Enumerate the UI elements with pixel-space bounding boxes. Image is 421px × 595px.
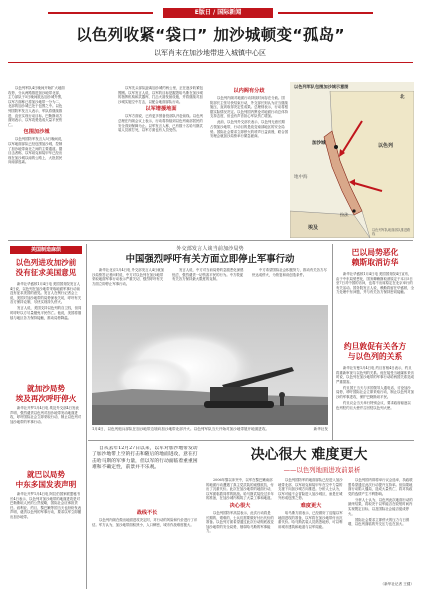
lead-bottom-rule [8, 240, 413, 241]
photo-text-b-p: 发言人说，中方对当前局势的急剧恶化深感忧虑，强烈谴责一切伤害平民的行为。中方敦促有关各方保持最大限度的克制。 [172, 268, 244, 282]
bottom-col-a-p2: 以色列国防军高层表示，此次行动将是长期的、艰难的，士兵们需要做好付出代价的准备。以色列方面希望通过此次行动彻底改变加沙地带的安全局势，削弱哈马斯的军事能力。 [206, 510, 274, 534]
map-rafah-dot [352, 209, 355, 212]
bottom-col-a [206, 478, 274, 588]
map-gaza-city-dot [334, 145, 338, 149]
lead-rule [8, 62, 413, 63]
photo-kicker: 外交部发言人谈当前加沙局势 [176, 246, 244, 252]
right-headline-1: 巴以局势恶化 赖斯取消访华 [351, 248, 399, 267]
left-text-3-p1: 新华社开罗1月4日电 阿拉伯国家联盟秘书长4日表示，以色列对加沙地带的地面进攻是对巴勒斯坦人民的公然侵略，国际社会应承担责任。叙利亚、约旦、黎巴嫩等国当天也纷纷发表声明，谴责以色列的军事行动，要求以军立即撤出加沙地带。 [10, 492, 82, 519]
bottom-headline: 决心很大 难度更大 [250, 447, 368, 463]
photo-text-c-p: 中方希望国际社会积极努力，推动有关各方尽快达成停火，为恢复和谈创造条件。 [252, 268, 327, 277]
left-headline-2: 就加沙局势 埃及再次呼吁停火 [15, 384, 77, 403]
map-label-rafah: 拉法 [340, 212, 349, 217]
right-col-divider [332, 244, 333, 440]
right-text-2-p2: 约旦国王当天与多国领导人通电话，讨论加沙局势，呼吁国际社会立即采取行动，制止以色列对加沙的军事进攻，保护巴勒斯坦平民。 [336, 385, 414, 400]
lead-col2-subhead: 以军增援地面 [145, 106, 177, 113]
bottom-col-b-subhead: 难度更大 [300, 502, 322, 509]
lead-subhead: 以军肖末在加沙地带进入城镇中心区 [154, 49, 266, 57]
map-north-marker: 北 [400, 95, 405, 100]
photo-howitzer-body [210, 387, 268, 403]
right-text-1-p1: 新华社华盛顿1月4日电 美国国务院4日宣布，由于中东局势恶化，国务卿赖斯取消原定于本月5日至7日对中国的访问，也将不出席原定在北京举行的有关活动。国务院发言人说，赖斯将留在华盛顿，全力处理中东问题，并与有关各方保持密切接触。 [336, 272, 414, 295]
photo-credit: 新华社发 [313, 427, 328, 431]
lead-col2-text: 以军先头部队距离加沙城约两公里，正在逐步收紧包围圈。以军发言人说，以军的目标是摧毁哈马斯在加沙城的指挥机构和武器库，打击火箭发射设施，并将继续对加沙城实施空中打击，以配合地面部队行动。 [118, 86, 203, 104]
left-text-1 [10, 282, 82, 378]
left-text-2-p1: 新华社开罗1月4日电 埃及外交部4日发表声明，强烈谴责以色列对加沙地带发动地面进攻，呼吁国际社会立即采取行动，制止以色列对加沙地带的军事行动。 [10, 406, 82, 424]
gaza-map [290, 82, 414, 238]
map-label-egypt: 埃及 [308, 225, 319, 231]
header-right-mark [278, 12, 373, 14]
left-text-1-p2: 发言人说，美国支持以色列的自卫权，但同时呼吁以方尽量避免平民伤亡。他说，美国将继续与地区各方保持接触，推动局势降温。 [10, 306, 82, 320]
photo-text-a-p: 新华社北京1月4日电 外交部发言人4日就加沙局势答记者问时说，中方对以色列在加沙地带采取地面军事行动表示严重关切，强烈呼吁有关方面立即停止军事行动。 [92, 268, 165, 286]
bottom-col-b-p1: 以色列国防军的地面部队已经进入加沙地带北部，以军坦克和装甲车在空中力量的支援下向加沙城方向推进。分析人士认为，以军可能不会冒险进入加沙城区，而是在城外形成包围之势。 [278, 478, 343, 501]
right-text-2-p3: 约旦议会当天举行特别会议，要求政府驱逐以色列驻约旦大使并召回驻以色列大使。 [336, 401, 411, 410]
photo-soldier-1-body [280, 397, 284, 406]
bottom-intro-continued [92, 508, 202, 588]
left-text-2 [10, 406, 82, 466]
right-headline-2: 约旦敦促有关各方 与以色列的关系 [343, 342, 407, 361]
photo-text-b [172, 268, 246, 302]
bottom-top-rule [88, 440, 414, 441]
lead-col-2 [118, 86, 204, 240]
bottom-col-c [348, 478, 414, 580]
section-header [48, 8, 373, 18]
bottom-byline: （新华社记者 王健） [380, 582, 414, 586]
map-label-gaza: 加沙城 [312, 141, 326, 146]
map-caption: 以色列军队地面部队推进路线 [372, 228, 411, 236]
lead-col3-subhead: 以内阁有分歧 [233, 88, 265, 94]
bottom-col-b [278, 478, 344, 588]
right-text-2 [336, 366, 414, 440]
left-col-divider [86, 244, 87, 589]
map-label-sea: 地中海 [294, 175, 308, 180]
map-label-israel: 以色列 [378, 143, 394, 149]
bottom-intro-text-2: 以色列内阁在做出地面进攻决定时，对行动的风险和代价进行了评估。军方认为，加沙地带面积狭小，人口稠密，城市作战难度极大。 [92, 518, 198, 527]
bottom-intro [92, 446, 202, 506]
lead-col-1 [8, 86, 65, 240]
section-tag: E版日 / 国际新闻 [163, 8, 273, 18]
bottom-col-a-p1: 2006年黎以冲突中，以军在黎巴嫩南部的地面行动遭遇了真主党武装的顽强抵抗，付出了沉重代价。此次在加沙地带的地面行动，以军面临着同样的挑战。哈马斯武装经过多年的准备，在加沙城内构筑了大量工事和地道。 [206, 478, 274, 501]
lead-col1-text2: 以色列国防军发言人5日晚间说，以军地面部队已经包围加沙城，控制了加沙地带南北之间的主要通道。据目击者称，以军坦克和装甲车已经出现在加沙城以南的公路上，大批居民向南部逃离。 [8, 137, 65, 165]
lead-col1-text: 以色列军队4日晚间开始扩大地面攻势，分兵两路推进加沙地带北部，主力部队于5日晚间抵达加沙城外围，以军方面称已将加沙地带一分为二，北部的加沙城已处于包围之中。以色列国防军发言人表示，军队将继续推进，直至实现行动目标。巴勒斯坦方面则表示，以军攻势造成大量平民伤亡。 [8, 86, 65, 127]
header-left-mark [48, 12, 153, 14]
right-text-2-p1: 新华社安曼1月4日电 约旦首相4日表示，约旦将重新审视与以色列的关系。他在接受当地媒体采访时说，以色列在加沙地带的军事行动给两国关系造成严重损害。 [336, 366, 414, 384]
left-headline-1: 以色列进攻加沙前 没有征求美国意见 [15, 258, 77, 277]
photo-headline: 中国强烈呼吁有关方面立即停止军事行动 [125, 254, 295, 265]
lead-col2-text2: 以军方面说，已有更多预备役部队开赴前线。以色列总理在内阁会议上表示，行动将持续到以色列南部居民的安全得到保障为止。以军发言人称，已有数十名哈马斯武装人员被打死，以军方面也有人员受伤。 [118, 114, 203, 133]
news-photo [92, 305, 328, 425]
photo-caption [92, 427, 328, 432]
photo-artillery-scene [92, 305, 328, 425]
bottom-col-b-p2: 哈马斯方面表示，已经做好了迎接以军地面进攻的准备，以军将在加沙地带付出沉重代价。哈马斯武装人员熟悉地形，可以利用城市建筑和地道与以军周旋。 [278, 510, 343, 529]
lead-headline: 以色列收紧“袋口” 加沙城顿变“孤岛” [76, 26, 345, 44]
right-text-1 [336, 272, 414, 338]
lead-col1-subhead: 包围加沙城 [23, 129, 50, 136]
bottom-intro-text: 自从去年12月27日以来，以军对加沙地带发动了加沙地带上空的打击和随后的地面进攻，意在打击哈马斯的军事力量，但以军的行动面临着重重困难和不确定性，前景并不乐观。 [92, 446, 198, 471]
photo-text-c [252, 268, 328, 302]
bottom-col-c-p1: 以色列国内即将举行议会选举，执政联盟希望通过此次行动提升支持率。但如果地面行动陷入僵局，造成大量伤亡，将对执政党的选情产生不利影响。 [348, 478, 413, 496]
bottom-subhead: ——以色列地面进攻前景析 [283, 466, 361, 474]
left-text-1-p1: 新华社华盛顿1月4日电 美国国务院发言人4日说，以色列在加沙地带采取地面军事行动前没有征求美国的意见。发言人在例行记者会上说，美国对加沙地带的局势深表关切，呼吁有关各方保持克制，尽快实现持久停火。 [10, 282, 82, 305]
left-headline-3: 就巴以局势 中东多国发表声明 [15, 470, 77, 489]
lead-col-3 [210, 86, 288, 240]
map-graphic [290, 91, 414, 238]
lead-col3-text2: 此前，以色列外交部长表示，以色列无意长期占领加沙地带，行动目的是改变南部地区的安全局势。国际社会要求立即停火的呼声日益高涨，联合国安理会就加沙局势举行紧急磋商。 [210, 120, 288, 139]
photo-howitzer-track [204, 401, 274, 408]
map-title: 以色列军队包围加沙城示意图 [294, 84, 349, 89]
bottom-col-a-subhead: 决心很大 [229, 502, 251, 509]
left-text-3 [10, 492, 82, 586]
bottom-col-c-p2: 分析人士认为，以色列此次地面行动的最终结果，将取决于以军能否在较短时间内实现既定目标，以及国际社会能否促成停火。 [348, 497, 413, 516]
bottom-col-c-p3: 国际社会要求立即停火的压力与日俱增，以色列面临的外交压力也在加大。 [348, 517, 410, 527]
lead-col3-text: 以色列内阁对地面行动持续时间存在分歧。国防部长主张尽快结束行动，外交部长则认为应当继续施压，直到取得决定性成果。总理则表示，行动将根据实际情况决定。以色列国内舆论对地面行动总体持支持态度，但也有声音担心军队伤亡增加。 [210, 96, 288, 119]
photo-text-a [92, 268, 166, 302]
bottom-intro-subhead: 战线不长 [136, 510, 158, 516]
photo-caption-text: 1月4日，以色列炮兵部队在加沙地带边境向加沙地带北部开火。以色列军队当天开始对加沙地带展开地面进攻。 [92, 427, 270, 431]
left-banner: 美国制造麻烦 [10, 246, 82, 254]
